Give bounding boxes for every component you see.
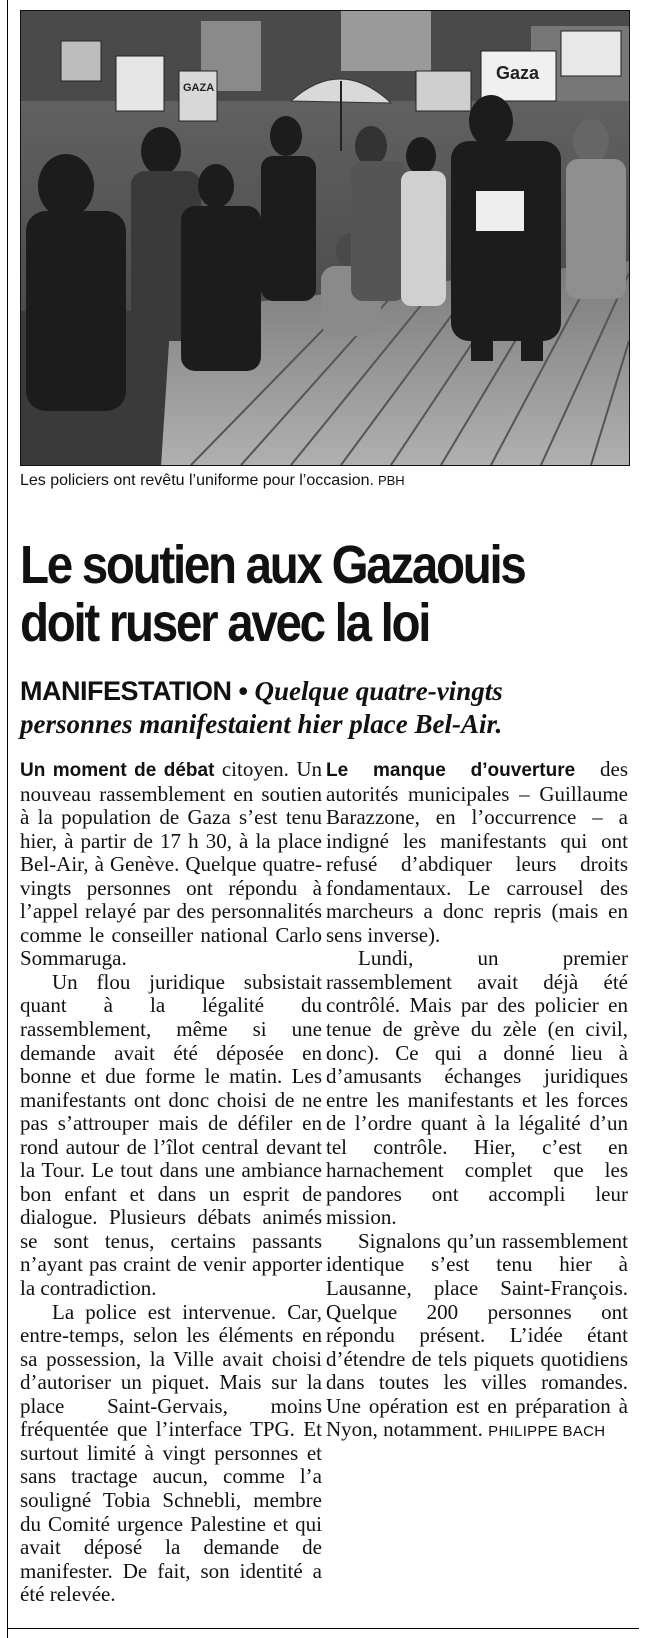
paragraph-2: Un flou juridique subsistait quant à la légalité du rassemblement, même si une demande avait été déposée en bonne et due forme le matin. Les manifestants ont donc choisi de ne pas s’attrouper mais de défiler en rond autour de l’îlot central devant la Tour. Le tout dans une ambiance bon enfant et dans un esprit de dialogue. Plusieurs débats animés se sont tenus, certains passants n’ayant pas craint de venir apporter la contradiction. (20, 969, 322, 1301)
deck-kicker: MANIFESTATION (20, 676, 232, 706)
paragraph-6-text: Signalons qu’un rassemblement identique s’est tenu hier à Lausanne, place Saint-François. Quelque 200 personnes ont répondu présent. L’idée étant d’étendre de tels piquets quotidiens dans toutes les villes romandes. Une opération est en préparation à Nyon, notamment. (326, 1228, 628, 1442)
deck-line-1 (20, 675, 630, 708)
paragraph-1-text: citoyen. Un nouveau rassemblement en soutien à la population de Gaza s’est tenu hier, à partir de 17 h 30, à la place Bel-Air, à Genève. Quelque quatre-vingts personnes ont répondu à l’appel relayé par des personnalités comme le conseiller national Carlo Sommaruga. (20, 757, 322, 971)
caption-text: Les policiers ont revêtu l’uniforme pour l’occasion. (20, 472, 374, 489)
paragraph-4-text: des autorités municipales – Guillaume Barazzone, en l’occurrence – a indigné les manifestants qui ont refusé d’abdiquer leurs droits fondamentaux. Le carrousel des marcheurs a donc repris (mais en sens inverse). (326, 757, 628, 947)
paragraph-5: Lundi, un premier rassemblement avait déjà été contrôlé. Mais par des policier en tenue de grève du zèle (en civil, donc). Ce qui a donné lieu à d’amusants échanges juridiques entre les manifestants et les forces de l’ordre quant à la légalité d’un tel contrôle. Hier, c’est en harnachement complet que les pandores ont accompli leur mission. (326, 946, 628, 1230)
paragraph-6 (326, 1230, 628, 1444)
article-column-right (326, 758, 628, 1444)
photo-illustration (21, 11, 629, 465)
paragraph-3: La police est intervenue. Car, entre-temps, selon les éléments en sa possession, la Ville avait choisi d’autoriser un piquet. Mais sur la place Saint-Gervais, moins fréquentée que l’interface TPG. Et surtout limité à vingt personnes et sans tractage aucun, comme l’a souligné Tobia Schnebli, membre du Comité urgence Palestine et qui avait déposé la demande de manifester. De fait, son identité a été relevée. (20, 1299, 322, 1607)
photo-caption (20, 472, 630, 490)
paragraph-4 (326, 758, 628, 947)
paragraph-4-lead: Le manque d’ouverture (326, 760, 576, 781)
deck (20, 675, 630, 740)
sign-text-1: GAZA (183, 82, 215, 94)
news-photo (20, 10, 630, 466)
column-rule-left (7, 0, 8, 1638)
headline (20, 536, 557, 652)
byline: PHILIPPE BACH (488, 1423, 606, 1441)
paragraph-1 (20, 758, 322, 971)
headline-line-1: Le soutien aux Gazaouis (20, 535, 525, 595)
deck-separator: • (231, 676, 255, 706)
deck-subtitle-1: Quelque quatre-vingts (254, 676, 503, 706)
column-rule-bottom (7, 1628, 639, 1629)
article-column-left (20, 758, 322, 1607)
sign-text-2: Gaza (496, 63, 540, 83)
deck-subtitle-2: personnes manifestaient hier place Bel-Air. (20, 709, 503, 739)
headline-line-2: doit ruser avec la loi (20, 593, 430, 653)
photo-credit: PBH (377, 473, 405, 488)
paragraph-1-lead: Un moment de débat (20, 760, 215, 781)
